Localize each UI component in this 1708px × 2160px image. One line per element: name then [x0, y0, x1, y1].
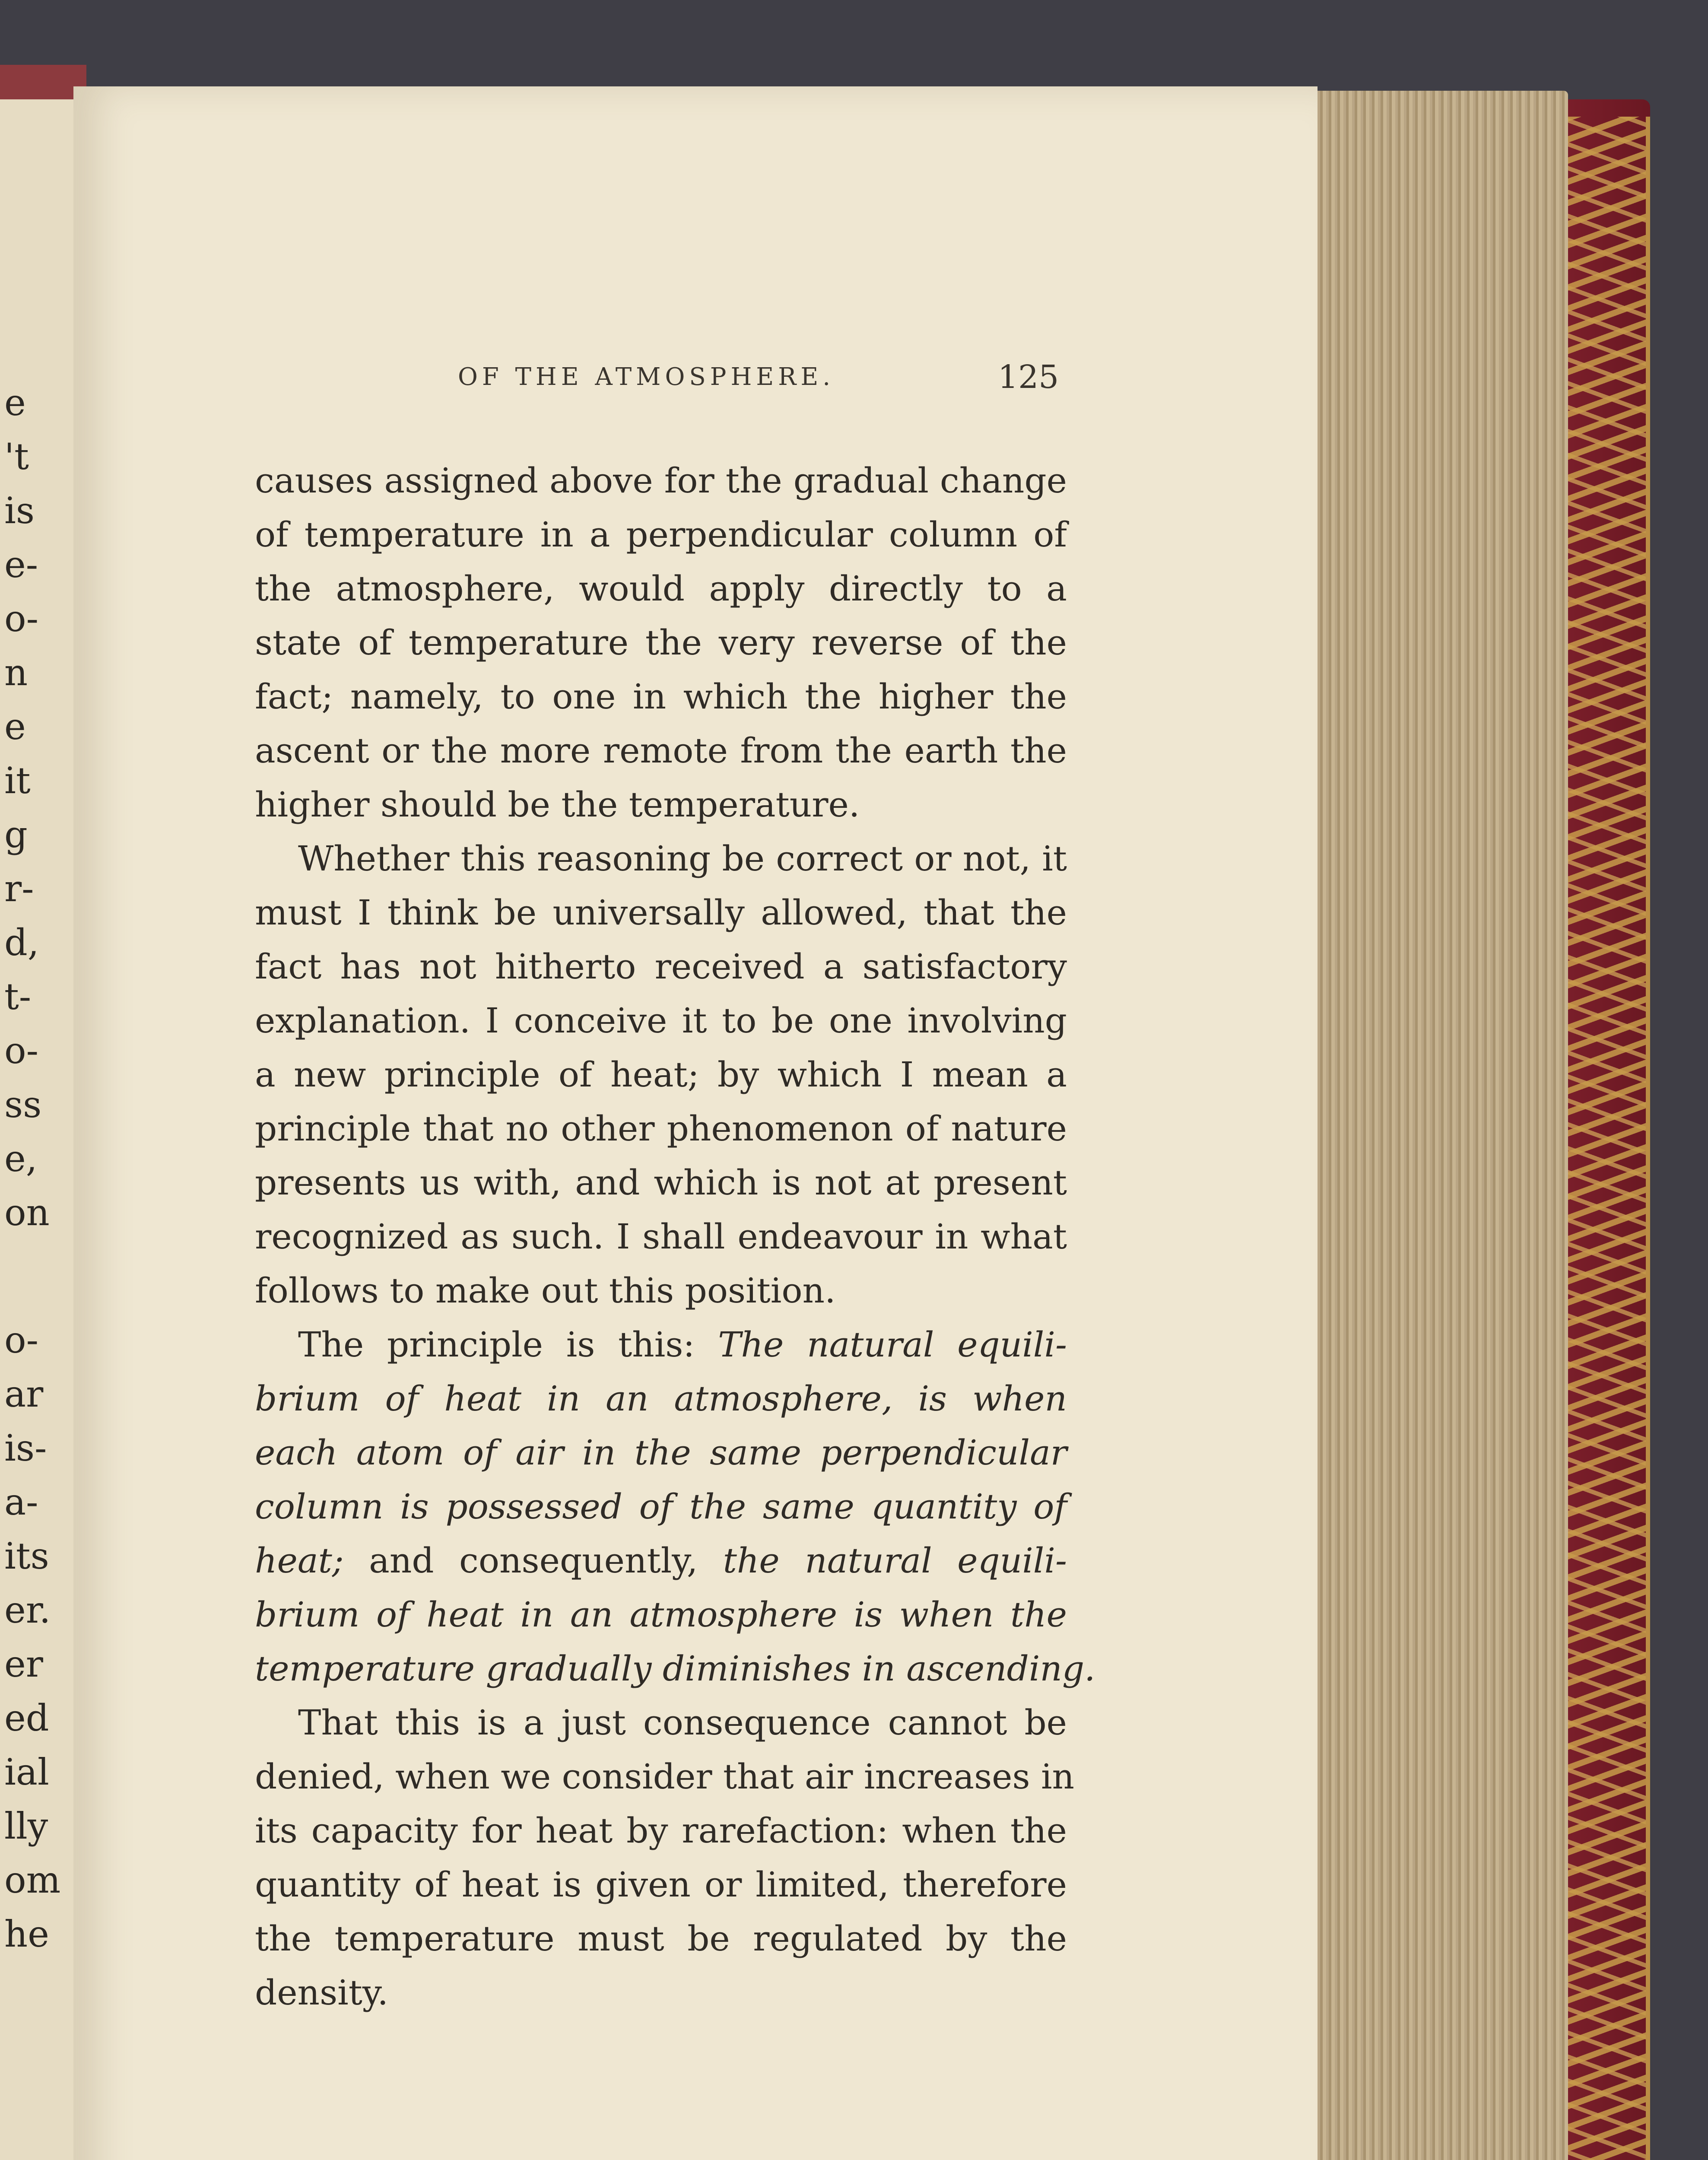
left-fragment: n [4, 651, 28, 694]
italic-run: heat; [255, 1541, 344, 1581]
page-block-edge [1300, 91, 1568, 2160]
left-fragment: lly [4, 1805, 48, 1847]
left-fragment: is- [4, 1427, 47, 1469]
left-fragment: o- [4, 1029, 38, 1072]
left-page-edge [0, 99, 82, 2160]
left-fragment: g [4, 813, 28, 856]
text-line: explanation. I conceive it to be one involving [255, 1001, 1067, 1041]
left-fragment: it [4, 759, 31, 802]
running-head: OF THE ATMOSPHERE. [458, 363, 835, 391]
text-line: its capacity for heat by rarefaction: when the [255, 1811, 1067, 1851]
text-line [255, 1534, 1067, 1588]
italic-line: each atom of air in the same perpendicular [255, 1433, 1067, 1473]
italic-line: brium of heat in an atmosphere is when the [255, 1595, 1067, 1635]
text-line: recognized as such. I shall endeavour in what [255, 1217, 1067, 1257]
left-fragment: ar [4, 1373, 44, 1415]
text-line: must I think be universally allowed, that the [255, 893, 1067, 933]
page-number: 125 [998, 359, 1059, 396]
text-line: a new principle of heat; by which I mean a [255, 1055, 1067, 1095]
text-line: of temperature in a perpendicular column of [255, 515, 1067, 555]
italic-run: the natural equili- [723, 1541, 1067, 1581]
text-line [255, 1318, 1067, 1372]
italic-line: column is possessed of the same quantity of [255, 1487, 1067, 1527]
text-line: state of temperature the very reverse of the [255, 623, 1067, 663]
text-line: Whether this reasoning be correct or not, it [298, 839, 1067, 879]
left-fragment: ial [4, 1751, 49, 1793]
left-fragment: a- [4, 1481, 38, 1523]
text-run: and consequently, [343, 1541, 723, 1581]
book-page [73, 86, 1318, 2160]
left-fragment: o- [4, 1319, 38, 1361]
text-run: The principle is this: [298, 1325, 718, 1365]
left-fragment: e, [4, 1137, 38, 1180]
text-line: causes assigned above for the gradual change [255, 461, 1067, 501]
left-fragment: is [4, 489, 35, 532]
left-fragment: t- [4, 975, 32, 1018]
left-fragment: ss [4, 1083, 42, 1126]
left-fragment: 't [4, 435, 29, 478]
text-line: presents us with, and which is not at present [255, 1163, 1067, 1203]
text-line: That this is a just consequence cannot be [298, 1703, 1067, 1743]
text-line: denied, when we consider that air increases in [255, 1757, 1075, 1797]
left-fragment: on [4, 1191, 50, 1234]
left-fragment: om [4, 1859, 61, 1901]
left-fragment: ed [4, 1697, 49, 1739]
left-fragment: e [4, 381, 26, 424]
text-line: quantity of heat is given or limited, therefore [255, 1865, 1067, 1905]
text-line: principle that no other phenomenon of nature [255, 1109, 1067, 1149]
text-line: ascent or the more remote from the earth the [255, 731, 1067, 771]
body-text [255, 454, 1095, 2020]
text-line: fact has not hitherto received a satisfactory [255, 947, 1067, 987]
italic-line: brium of heat in an atmosphere, is when [255, 1379, 1067, 1419]
gilt-edge-decoration [1559, 117, 1650, 2160]
left-fragment: e- [4, 543, 38, 586]
text-line: follows to make out this position. [255, 1271, 836, 1311]
italic-line: temperature gradually diminishes in ascending. [255, 1649, 1095, 1689]
italic-run: The natural equili- [718, 1325, 1067, 1365]
left-fragment: its [4, 1535, 49, 1577]
text-line: higher should be the temperature. [255, 785, 860, 825]
left-fragment: d, [4, 921, 39, 964]
text-line: fact; namely, to one in which the higher the [255, 677, 1067, 717]
text-line: the temperature must be regulated by the [255, 1919, 1067, 1959]
left-fragment: o- [4, 597, 38, 640]
left-fragment: er. [4, 1589, 51, 1631]
left-fragment: e [4, 705, 26, 748]
left-fragment: er [4, 1643, 43, 1685]
left-fragment: he [4, 1913, 49, 1955]
left-fragment: r- [4, 867, 34, 910]
text-line: the atmosphere, would apply directly to a [255, 569, 1067, 609]
text-line: density. [255, 1973, 388, 2013]
